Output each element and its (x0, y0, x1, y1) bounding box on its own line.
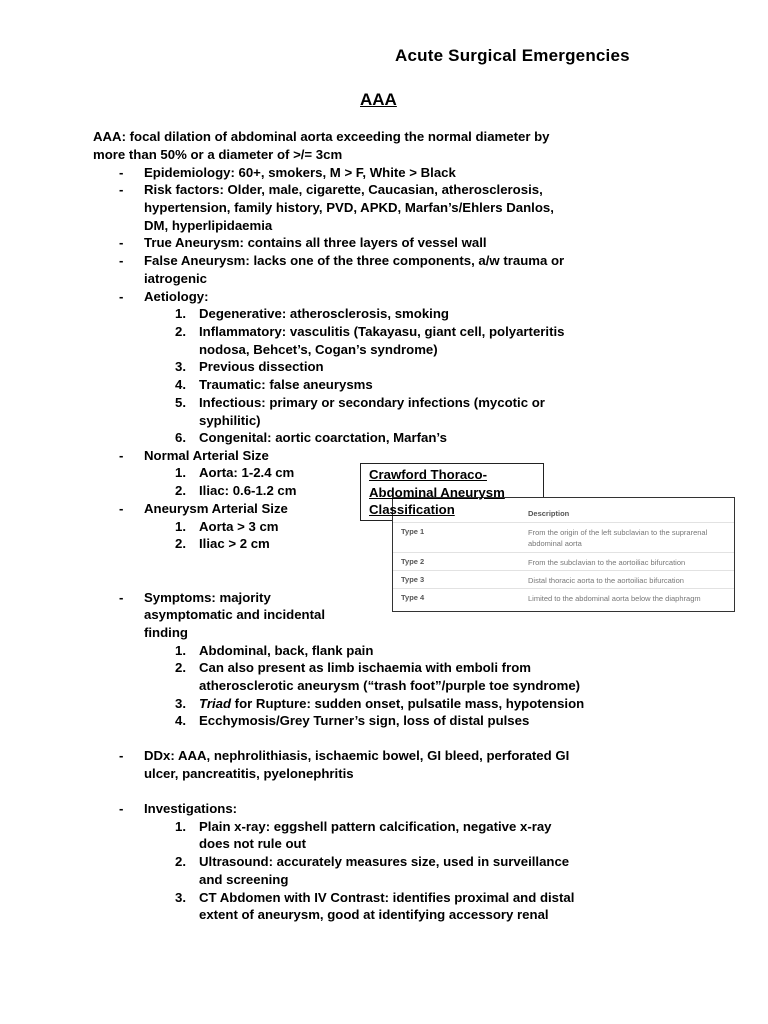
aetiology-item: Inflammatory: vasculitis (Takayasu, giant cell, polyarteritis (199, 324, 565, 339)
aetiology-item: syphilitic) (199, 413, 261, 428)
list-number: 3. (175, 696, 186, 711)
list-number: 1. (175, 643, 186, 658)
ddx-text: ulcer, pancreatitis, pyelonephritis (144, 766, 354, 781)
list-number: 2. (175, 660, 186, 675)
epidemiology-text: Epidemiology: 60+, smokers, M > F, White > Black (144, 165, 456, 180)
list-number: 4. (175, 713, 186, 728)
investigation-item: CT Abdomen with IV Contrast: identifies proximal and distal (199, 890, 575, 905)
risk-factors-text: hypertension, family history, PVD, APKD, Marfan’s/Ehlers Danlos, (144, 200, 554, 215)
risk-factors-text: DM, hyperlipidaemia (144, 218, 273, 233)
true-aneurysm-text: True Aneurysm: contains all three layers of vessel wall (144, 235, 487, 250)
normal-size-item: Aorta: 1-2.4 cm (199, 465, 295, 480)
section-heading: AAA (360, 90, 397, 109)
bullet-dash: - (119, 165, 124, 180)
aetiology-item: Congenital: aortic coarctation, Marfan’s (199, 430, 447, 445)
table-cell-description: Limited to the abdominal aorta below the diaphragm (528, 594, 701, 603)
triad-italic: Triad (199, 696, 232, 711)
aetiology-item: Degenerative: atherosclerosis, smoking (199, 306, 449, 321)
list-number: 2. (175, 324, 186, 339)
list-number: 4. (175, 377, 186, 392)
aetiology-label: Aetiology: (144, 289, 209, 304)
table-row (393, 552, 734, 571)
list-number: 5. (175, 395, 186, 410)
table-cell-type: Type 3 (401, 575, 425, 584)
normal-size-label: Normal Arterial Size (144, 448, 269, 463)
aneurysm-size-label: Aneurysm Arterial Size (144, 501, 288, 516)
list-number: 1. (175, 519, 186, 534)
aetiology-item: nodosa, Behcet’s, Cogan’s syndrome) (199, 342, 438, 357)
bullet-dash: - (119, 289, 124, 304)
normal-size-item: Iliac: 0.6-1.2 cm (199, 483, 297, 498)
list-number: 2. (175, 483, 186, 498)
risk-factors-text: Risk factors: Older, male, cigarette, Caucasian, atherosclerosis, (144, 182, 543, 197)
bullet-dash: - (119, 182, 124, 197)
bullet-dash: - (119, 253, 124, 268)
intro-line: AAA: focal dilation of abdominal aorta exceeding the normal diameter by (93, 129, 550, 144)
bullet-dash: - (119, 590, 124, 605)
symptom-item: atherosclerotic aneurysm (“trash foot”/purple toe syndrome) (199, 678, 581, 693)
bullet-dash: - (119, 748, 124, 763)
symptom-item: Abdominal, back, flank pain (199, 643, 374, 658)
table-cell-description: From the subclavian to the aortoiliac bifurcation (528, 558, 686, 567)
table-row (393, 570, 734, 589)
investigation-item: and screening (199, 872, 289, 887)
list-number: 1. (175, 306, 186, 321)
aneurysm-size-item: Aorta > 3 cm (199, 519, 279, 534)
symptom-item (199, 695, 584, 713)
investigation-item: Plain x-ray: eggshell pattern calcification, negative x-ray (199, 819, 552, 834)
table-header-cell: Description (528, 509, 570, 518)
aetiology-item: Previous dissection (199, 359, 324, 374)
intro-line: more than 50% or a diameter of >/= 3cm (93, 147, 343, 162)
list-number: 2. (175, 536, 186, 551)
list-number: 3. (175, 359, 186, 374)
table-row (393, 522, 734, 553)
table-cell-type: Type 4 (401, 593, 425, 602)
false-aneurysm-text: False Aneurysm: lacks one of the three components, a/w trauma or (144, 253, 565, 268)
table-cell-type: Type 1 (401, 527, 425, 536)
symptoms-text: finding (144, 625, 188, 640)
table-cell-type: Type 2 (401, 557, 425, 566)
symptoms-text: asymptomatic and incidental (144, 607, 326, 622)
investigation-item: Ultrasound: accurately measures size, used in surveillance (199, 854, 570, 869)
symptoms-text: Symptoms: majority (144, 590, 271, 605)
ddx-text: DDx: AAA, nephrolithiasis, ischaemic bowel, GI bleed, perforated GI (144, 748, 570, 763)
false-aneurysm-text: iatrogenic (144, 271, 208, 286)
investigations-label: Investigations: (144, 801, 238, 816)
list-number: 2. (175, 854, 186, 869)
bullet-dash: - (119, 801, 124, 816)
symptom-item: Ecchymosis/Grey Turner’s sign, loss of distal pulses (199, 713, 530, 728)
aetiology-item: Infectious: primary or secondary infections (mycotic or (199, 395, 545, 410)
list-number: 3. (175, 890, 186, 905)
bullet-dash: - (119, 501, 124, 516)
table-row (393, 588, 734, 607)
aneurysm-size-item: Iliac > 2 cm (199, 536, 270, 551)
investigation-item: does not rule out (199, 836, 306, 851)
investigation-item: extent of aneurysm, good at identifying accessory renal (199, 907, 549, 922)
list-number: 6. (175, 430, 186, 445)
crawford-title: Crawford Thoraco-Abdominal Aneurysm Classification (369, 467, 505, 518)
table-cell-description: From the origin of the left subclavian to the suprarenal abdominal aorta (528, 528, 708, 548)
list-number: 1. (175, 819, 186, 834)
document-title: Acute Surgical Emergencies (395, 46, 630, 65)
symptom-item: Can also present as limb ischaemia with emboli from (199, 660, 531, 675)
list-number: 1. (175, 465, 186, 480)
aetiology-item: Traumatic: false aneurysms (199, 377, 373, 392)
table-cell-description: Distal thoracic aorta to the aortoiliac bifurcation (528, 576, 684, 585)
bullet-dash: - (119, 448, 124, 463)
bullet-dash: - (119, 235, 124, 250)
triad-rest: for Rupture: sudden onset, pulsatile mass, hypotension (231, 696, 585, 711)
